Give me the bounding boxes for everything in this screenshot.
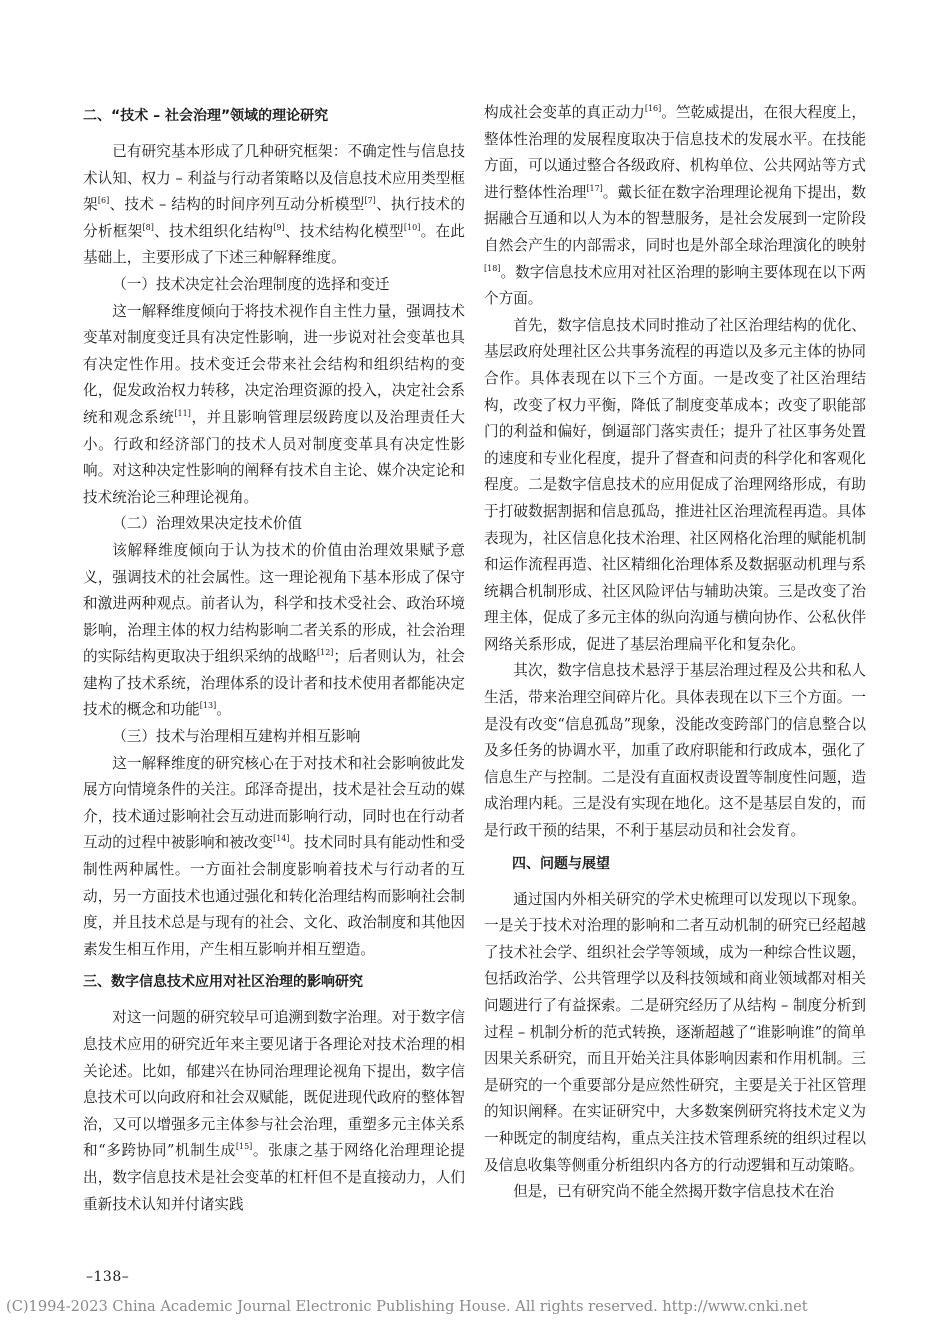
citation-ref: [6] [97,196,110,206]
spacer [484,874,866,887]
spacer [83,126,465,139]
paragraph: 该解释维度倾向于认为技术的价值由治理效果赋予意义，强调技术的社会属性。这一理论视角下基本形成了保守和激进两种观点。前者认为，科学和技术受社会、政治环境影响，治理主体的权力结构影响二者关系的形成，社会治理的实际结构更取决于组织采纳的战略[12]；后者则认为，社会建构了技术系统，治理体系的设计者和技术使用者都能决定技术的概念和功能[13]。 [83,541,465,719]
spacer [484,845,866,854]
page-number: –138– [86,1269,130,1285]
left-column [83,106,465,1218]
paragraph: 这一解释维度的研究核心在于对技术和社会影响彼此发展方向情境条件的关注。邱泽奇提出，技术是社会互动的媒介，技术通过影响社会互动进而影响行动，同时也在行动者互动的过程中被影响和被改变[14]。技术同时具有能动性和受制性两种属性。一方面社会制度影响着技术与行动者的互动，另一方面技术也通过强化和转化治理结构而影响社会制度，并且技术总是与现有的社会、文化、政治制度和其他因素发生相互作用，产生相互影响并相互塑造。 [83,754,465,958]
copyright-notice: (C)1994-2023 China Academic Journal Electronic Publishing House. All rights reserved. http://www.cnki.net [6,1298,808,1315]
subheading-3: （三）技术与治理相互建构并相互影响 [112,728,361,746]
section-heading-4: 四、问题与展望 [512,855,610,872]
paragraph: 这一解释维度倾向于将技术视作自主性力量，强调技术变革对制度变迁具有决定性影响，进一步说对社会变革也具有决定性作用。技术变迁会带来社会结构和组织结构的变化，促发政治权力转移，决定治理资源的投入，决定社会系统和观念系统[11]，并且影响管理层级跨度以及治理责任大小。行政和经济部门的技术人员对制度变革具有决定性影响。对这种决定性影响的阐释有技术自主论、媒介决定论和技术统治论三种理论视角。 [83,302,465,506]
citation-ref: [15] [235,1142,253,1152]
citation-ref: [14] [273,834,290,844]
spacer [83,992,465,1005]
citation-ref: [17] [586,183,603,193]
paragraph: 已有研究基本形成了几种研究框架：不确定性与信息技术认知、权力 – 利益与行动者策略以及信息技术应用类型框架[6]、技术 – 结构的时间序列互动分析模型[7]、执行技术的分析框架[8]、技术组织化结构[9]、技术结构化模型[10]。在此基础上，主要形成了下述三种解释维度。 [83,143,465,267]
paragraph: 但是，已有研究尚不能全然揭开数字信息技术在治 [513,1183,835,1201]
paragraph-continued: 构成社会变革的真正动力[16]。竺乾威提出，在很大程度上，整体性治理的发展程度取决于信息技术的发展水平。在技能方面，可以通过整合各级政府、机构单位、公共网站等方式进行整体性治理[17]。戴长征在数字治理理论视角下提出，数据融合互通和以人为本的智慧服务，是社会发展到一定阶段自然会产生的内部需求，同时也是外部全球治理演化的映射[18]。数字信息技术应用对社区治理的影响主要体现在以下两个方面。 [484,104,866,308]
paragraph: 首先，数字信息技术同时推动了社区治理结构的优化、基层政府处理社区公共事务流程的再造以及多元主体的协同合作。具体表现在以下三个方面。一是改变了社区治理结构，改变了权力平衡，降低了制度变革成本；改变了职能部门的利益和偏好，倒逼部门落实责任；提升了社区事务处置的速度和专业化程度，提升了督查和问责的科学化和客观化程度。二是数字信息技术的应用促成了治理网络形成，有助于打破数据割据和信息孤岛，推进社区治理流程再造。具体表现为，社区信息化技术治理、社区网格化治理的赋能机制和运作流程再造、社区精细化治理体系及数据驱动机理与系统耦合机制形成、社区风险评估与辅助决策。三是改变了治理主体，促成了多元主体的纵向沟通与横向协作、公私伙伴网络关系形成，促进了基层治理扁平化和复杂化。 [484,316,866,653]
citation-ref: [8] [142,222,154,232]
paragraph: 对这一问题的研究较早可追溯到数字治理。对于数字信息技术应用的研究近年来主要见诸于各理论对技术治理的相关论述。比如，郁建兴在协同治理理论视角下提出，数字信息技术可以向政府和社会双赋能，既促进现代政府的整体智治，又可以增强多元主体参与社会治理，重塑多元主体关系和“多跨协同”机制生成[15]。张康之基于网络化治理理论提出，数字信息技术是社会变革的杠杆但不是直接动力，人们重新技术认知并付诸实践 [83,1009,465,1213]
citation-ref: [9] [273,222,285,232]
citation-ref: [10] [403,222,421,232]
subheading-2: （二）治理效果决定技术价值 [112,515,302,533]
spacer [83,963,465,972]
citation-ref: [11] [174,408,191,418]
paragraph: 通过国内外相关研究的学术史梳理可以发现以下现象。一是关于技术对治理的影响和二者互动机制的研究已经超越了技术社会学、组织社会学等领域，成为一种综合性议题，包括政治学、公共管理学以及科技领域和商业领域都对相关问题进行了有益探索。二是研究经历了从结构 – 制度分析到过程 – 机制分析的范式转换，逐渐超越了“谁影响谁”的简单因果关系研究，而且开始关注具体影响因素和作用机制。三是研究的一个重要部分是应然性研究，主要是关于社区管理的知识阐释。在实证研究中，大多数案例研究将技术定义为一种既定的制度结构，重点关注技术管理系统的组织过程以及信息收集等侧重分析组织内各方的行动逻辑和互动策略。 [484,890,866,1174]
citation-ref: [16] [644,104,662,113]
paragraph: 其次，数字信息技术悬浮于基层治理过程及公共和私人生活，带来治理空间碎片化。具体表现在以下三个方面。一是没有改变“信息孤岛”现象，没能改变跨部门的信息整合以及多任务的协调水平，加重了政府职能和行政成本，强化了信息生产与控制。二是没有直面权责设置等制度性问题，造成治理内耗。三是没有实现在地化。这不是基层自发的，而是行政干预的结果，不利于基层动员和社会发育。 [484,662,866,840]
citation-ref: [7] [364,196,376,206]
right-column [484,100,866,1206]
subheading-1: （一）技术决定社会治理制度的选择和变迁 [112,275,390,293]
citation-ref: [18] [484,263,501,273]
section-heading-3: 三、数字信息技术应用对社区治理的影响研究 [83,974,363,991]
citation-ref: [13] [199,701,217,711]
section-heading-2: 二、“技术 – 社会治理”领域的理论研究 [83,108,329,124]
citation-ref: [12] [316,648,334,658]
